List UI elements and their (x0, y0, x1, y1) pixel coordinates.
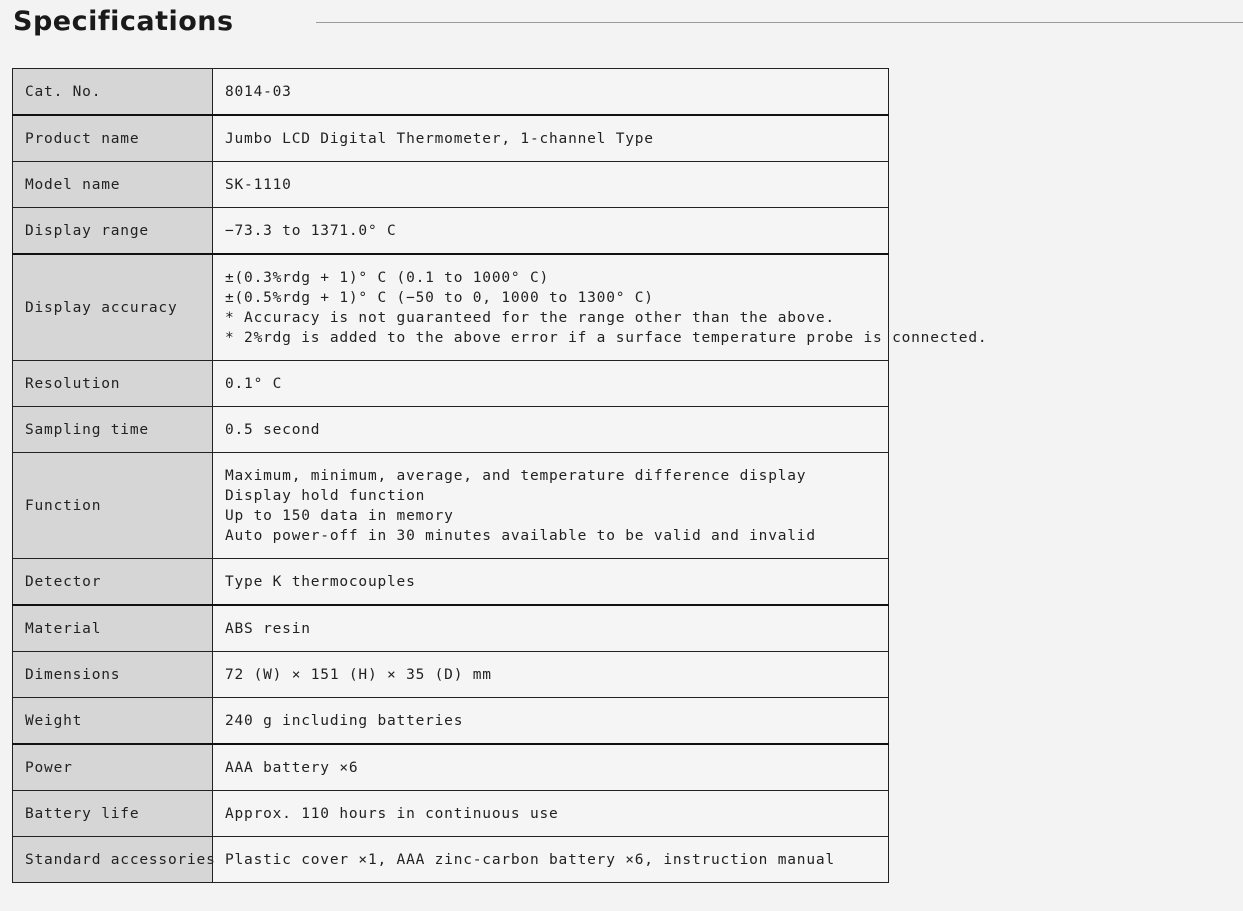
spec-label: Resolution (13, 361, 213, 407)
spec-value-line: SK-1110 (225, 176, 292, 193)
spec-value-line: ±(0.3%rdg + 1)° C (0.1 to 1000° C) (225, 269, 550, 286)
section-heading (0, 0, 1243, 46)
table-row (13, 698, 889, 745)
spec-value (213, 791, 889, 837)
spec-value-line: 0.5 second (225, 421, 321, 438)
spec-value (213, 559, 889, 606)
spec-value (213, 361, 889, 407)
spec-value-line: Plastic cover ×1, AAA zinc-carbon battery ×6, instruction manual (225, 851, 835, 868)
spec-value (213, 254, 988, 361)
spec-value-line: 0.1° C (225, 375, 283, 392)
specifications-table (12, 68, 988, 883)
page-title: Specifications (13, 6, 234, 37)
spec-value (213, 652, 889, 698)
table-row (13, 559, 889, 606)
table-row (13, 162, 889, 208)
table-row (13, 407, 889, 453)
spec-value-line: * 2%rdg is added to the above error if a surface temperature probe is connected. (225, 329, 988, 346)
spec-label: Display range (13, 208, 213, 255)
spec-value-line: Display hold function (225, 487, 426, 504)
spec-value-line: Auto power-off in 30 minutes available to be valid and invalid (225, 527, 816, 544)
spec-label: Material (13, 605, 213, 652)
table-row (13, 652, 889, 698)
spec-label: Function (13, 453, 213, 559)
spec-value (213, 453, 889, 559)
spec-value (213, 698, 889, 745)
table-row (13, 254, 889, 361)
spec-value-line: ±(0.5%rdg + 1)° C (−50 to 0, 1000 to 1300° C) (225, 289, 654, 306)
spec-label: Sampling time (13, 407, 213, 453)
spec-value (213, 69, 889, 116)
spec-label: Cat. No. (13, 69, 213, 116)
spec-value (213, 115, 889, 162)
spec-label: Weight (13, 698, 213, 745)
spec-value (213, 837, 889, 883)
table-row (13, 791, 889, 837)
spec-value (213, 208, 889, 255)
spec-value-line: Type K thermocouples (225, 573, 416, 590)
table-row (13, 115, 889, 162)
table-row (13, 208, 889, 255)
spec-value-line: Approx. 110 hours in continuous use (225, 805, 559, 822)
spec-label: Standard accessories (13, 837, 213, 883)
table-row (13, 837, 889, 883)
spec-value (213, 162, 889, 208)
spec-value-line: ABS resin (225, 620, 311, 637)
table-row (13, 744, 889, 791)
spec-value-line: Maximum, minimum, average, and temperature difference display (225, 467, 807, 484)
spec-value-line: −73.3 to 1371.0° C (225, 222, 397, 239)
spec-label: Display accuracy (13, 254, 213, 361)
spec-value (213, 407, 889, 453)
spec-value-line: 240 g including batteries (225, 712, 464, 729)
spec-label: Dimensions (13, 652, 213, 698)
spec-value-line: 8014-03 (225, 83, 292, 100)
spec-value-line: AAA battery ×6 (225, 759, 359, 776)
table-row (13, 453, 889, 559)
spec-value-line: * Accuracy is not guaranteed for the range other than the above. (225, 309, 835, 326)
title-divider (316, 22, 1243, 23)
spec-value-line: Up to 150 data in memory (225, 507, 454, 524)
spec-label: Power (13, 744, 213, 791)
spec-value (213, 605, 889, 652)
table-row (13, 605, 889, 652)
spec-value-line: Jumbo LCD Digital Thermometer, 1-channel Type (225, 130, 654, 147)
table-row (13, 69, 889, 116)
spec-label: Battery life (13, 791, 213, 837)
spec-label: Detector (13, 559, 213, 606)
spec-label: Model name (13, 162, 213, 208)
table-row (13, 361, 889, 407)
spec-value (213, 744, 889, 791)
spec-value-line: 72 (W) × 151 (H) × 35 (D) mm (225, 666, 492, 683)
spec-label: Product name (13, 115, 213, 162)
